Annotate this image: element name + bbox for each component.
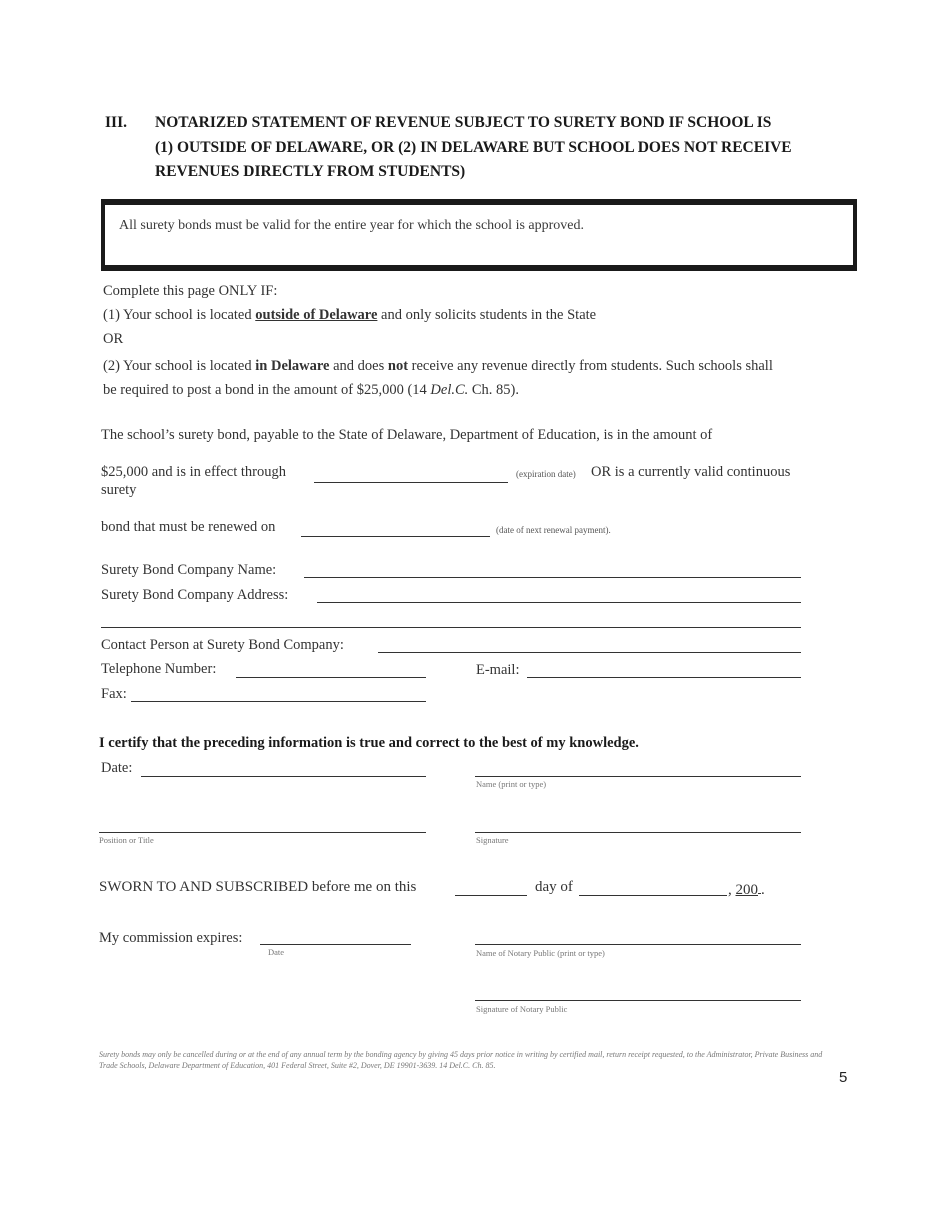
- contact-person-field[interactable]: [378, 652, 801, 653]
- name-field[interactable]: [475, 776, 801, 777]
- day-of-text: day of: [535, 879, 573, 895]
- section-number: III.: [105, 114, 127, 131]
- commission-date-label: Date: [268, 947, 285, 957]
- condition-2-cont: be required to post a bond in the amount of $25,000 (14 Del.C. Ch. 85).: [103, 382, 520, 398]
- company-address-label: Surety Bond Company Address:: [101, 587, 289, 603]
- notary-signature-label: Signature of Notary Public: [476, 1004, 568, 1014]
- certify-statement: I certify that the preceding information is true and correct to the best of my knowledge.: [99, 735, 639, 751]
- date-label: Date:: [101, 760, 133, 776]
- notice-box: [101, 199, 857, 271]
- date-field[interactable]: [141, 776, 426, 777]
- renewal-pre: bond that must be renewed on: [101, 519, 276, 535]
- renewal-date-field[interactable]: [301, 536, 490, 537]
- company-name-field[interactable]: [304, 577, 801, 578]
- condition-2: (2) Your school is located in Delaware and does not receive any revenue directly from students. Such schools shall: [103, 358, 773, 374]
- email-field[interactable]: [527, 677, 801, 678]
- telephone-label: Telephone Number:: [101, 661, 217, 677]
- statement-line1: The school’s surety bond, payable to the State of Delaware, Department of Education, is in the amount of: [101, 427, 713, 443]
- commission-label: My commission expires:: [99, 930, 243, 946]
- fax-label: Fax:: [101, 686, 127, 702]
- year-text: , 200 .: [728, 879, 765, 899]
- statement-pre: $25,000 and is in effect through: [101, 464, 286, 480]
- statement-surety: surety: [101, 482, 137, 498]
- or-text: OR: [103, 331, 124, 347]
- company-name-label: Surety Bond Company Name:: [101, 562, 277, 578]
- month-field[interactable]: [579, 895, 727, 896]
- expiration-date-label: (expiration date): [516, 469, 576, 479]
- company-address-field-2[interactable]: [101, 627, 801, 628]
- company-address-field[interactable]: [317, 602, 801, 603]
- fax-field[interactable]: [131, 701, 426, 702]
- signature-label: Signature: [476, 835, 509, 845]
- telephone-field[interactable]: [236, 677, 426, 678]
- position-label: Position or Title: [99, 835, 154, 845]
- renewal-date-label: (date of next renewal payment).: [496, 525, 611, 535]
- page-number: 5: [839, 1069, 848, 1086]
- notary-signature-field[interactable]: [475, 1000, 801, 1001]
- notary-name-label: Name of Notary Public (print or type): [476, 948, 605, 958]
- signature-field[interactable]: [475, 832, 801, 833]
- notary-name-field[interactable]: [475, 944, 801, 945]
- day-field[interactable]: [455, 895, 527, 896]
- sworn-text: SWORN TO AND SUBSCRIBED before me on this: [99, 879, 417, 895]
- email-label: E-mail:: [476, 662, 520, 678]
- condition-1: (1) Your school is located outside of Delaware and only solicits students in the State: [103, 307, 597, 323]
- statement-post: OR is a currently valid continuous: [591, 464, 791, 480]
- conditions-intro: Complete this page ONLY IF:: [103, 283, 278, 299]
- name-label: Name (print or type): [476, 779, 547, 789]
- notice-text: All surety bonds must be valid for the entire year for which the school is approved.: [119, 218, 584, 233]
- footnote: Surety bonds may only be cancelled during or at the end of any annual term by the bonding agency by giving 45 days prior notice in writing by certified mail, return receipt requested, to the Administrator, Private Business and Trade Schools, Delaware Department of Education, 401 Federal Street, Suite #2, Dover, DE 19901-3639. 14 Del.C. Ch. 85.: [99, 1050, 823, 1070]
- commission-date-field[interactable]: [260, 944, 411, 945]
- expiration-date-field[interactable]: [314, 482, 508, 483]
- section-title: NOTARIZED STATEMENT OF REVENUE SUBJECT TO SURETY BOND IF SCHOOL IS (1) OUTSIDE OF DELAWARE, OR (2) IN DELAWARE BUT SCHOOL DOES NOT RECEIVE REVENUES DIRECTLY FROM STUDENTS): [155, 114, 792, 180]
- position-field[interactable]: [99, 832, 426, 833]
- contact-person-label: Contact Person at Surety Bond Company:: [101, 637, 344, 653]
